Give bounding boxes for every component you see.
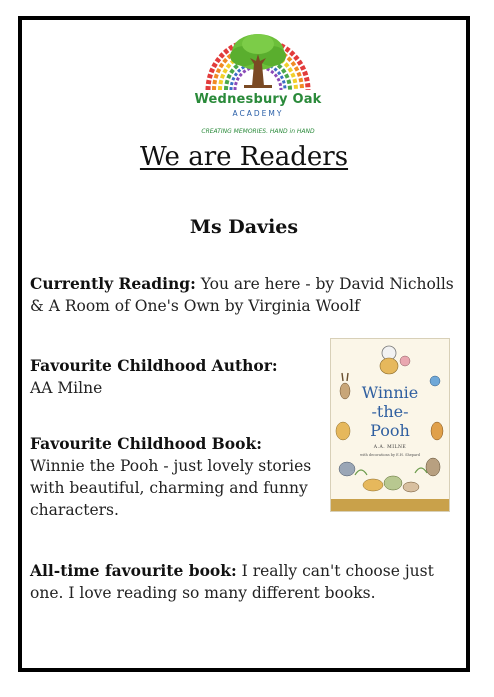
book-cover-author: A.A. MILNE: [373, 445, 407, 450]
book-title-line-3: Pooh: [370, 421, 410, 440]
all-time-favourite-label: All-time favourite book:: [30, 561, 237, 580]
logo-tagline: CREATING MEMORIES. HAND in HAND: [201, 128, 315, 135]
favourite-author-text: AA Milne: [30, 379, 103, 397]
logo-academy-label: ACADEMY: [232, 109, 284, 118]
tree-rainbow-icon: [194, 28, 322, 94]
currently-reading-section: [30, 273, 460, 317]
book-cover-illustrator: with decorations by E.H. Shepard: [359, 453, 421, 457]
currently-reading-label: Currently Reading:: [30, 274, 196, 293]
all-time-favourite-text: I really can't choose just one. I love reading so many different books.: [30, 562, 434, 602]
page-title: We are Readers: [139, 142, 349, 172]
favourite-author-section: [30, 355, 320, 399]
book-title-line-1: Winnie: [361, 383, 419, 402]
favourite-book-label: Favourite Childhood Book:: [30, 434, 262, 453]
teacher-name: Ms Davies: [189, 216, 299, 238]
favourite-author-label: Favourite Childhood Author:: [30, 356, 278, 375]
poster-frame: [18, 16, 470, 672]
logo-school-name: Wednesbury Oak: [194, 92, 322, 107]
book-cover-title: [331, 383, 449, 440]
book-cover-image: [330, 338, 450, 512]
book-title-line-2: -the-: [371, 402, 409, 421]
all-time-favourite-section: [30, 560, 460, 604]
school-logo: [194, 28, 322, 138]
favourite-book-text: Winnie the Pooh - just lovely stories with beautiful, charming and funny characters.: [30, 457, 312, 519]
favourite-book-section: [30, 433, 328, 521]
book-cover-band: [331, 499, 449, 511]
currently-reading-text: You are here - by David Nicholls & A Room of One's Own by Virginia Woolf: [30, 275, 454, 315]
